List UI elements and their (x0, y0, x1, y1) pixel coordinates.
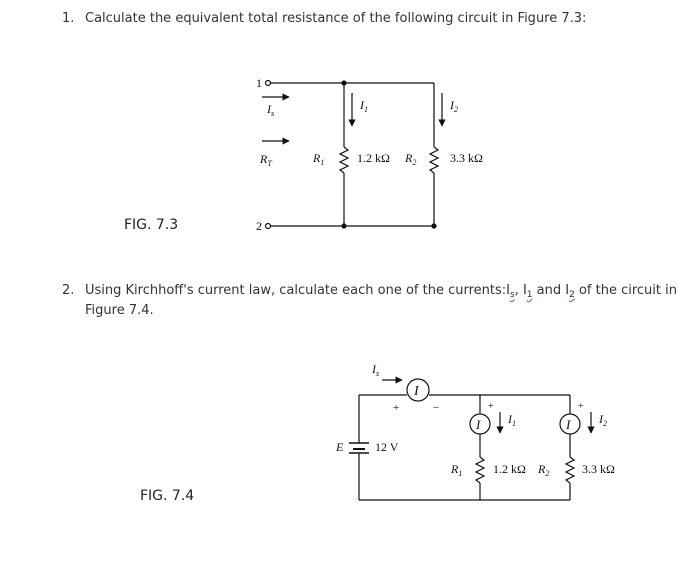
i1-label-2: $I_1$ (508, 412, 516, 428)
terminal-2-label: 2 (256, 219, 262, 233)
terminal-2-node (266, 224, 271, 229)
e-label: E (336, 440, 344, 454)
resistor-r2-zigzag (430, 147, 438, 173)
terminal-1-node (266, 81, 271, 86)
ammeter-i2-letter: I (566, 417, 571, 432)
i1-label: $I_1$ (360, 98, 368, 114)
i2-label: $I_2$ (450, 98, 458, 114)
ammeter-is-plus: + (393, 402, 400, 414)
resistor-r1-zigzag (340, 147, 348, 173)
r2-value-2: 3.3 kΩ (582, 462, 615, 476)
rt-label: $R_T$ (260, 152, 272, 168)
figure-7-4-label: FIG. 7.4 (140, 488, 195, 504)
question-1-text: Calculate the equivalent total resistance of the following circuit in Figure 7.3: (85, 11, 587, 26)
is-label: $I_s$ (267, 102, 275, 118)
resistor-r1-zigzag-2 (476, 457, 484, 483)
ammeter-is-letter: I (414, 384, 419, 399)
circuit-7-3 (262, 81, 442, 229)
r1-label: $R_1$ (313, 151, 325, 167)
ammeter-i1-letter: I (476, 417, 481, 432)
r1-value-2: 1.2 kΩ (493, 462, 526, 476)
ammeter-i2-plus: + (578, 401, 584, 412)
resistor-r2-zigzag-2 (566, 457, 574, 483)
terminal-1-label: 1 (256, 76, 262, 90)
r2-value: 3.3 kΩ (450, 151, 483, 165)
ammeter-is-minus: − (433, 402, 440, 414)
r1-label-2: $R_1$ (451, 462, 463, 478)
question-2-number: 2. (62, 283, 75, 298)
ammeter-i1-plus: + (488, 401, 494, 412)
question-2-text: Using Kirchhoff's current law, calculate each one of the $currents:I_s$, $I_1$ and $I_2$ of the circuit in (85, 283, 677, 300)
r2-label: $R_2$ (405, 151, 417, 167)
r2-label-2: $R_2$ (538, 462, 550, 478)
is-label-2: $I_s$ (372, 362, 380, 378)
circuit-7-3-labels (256, 76, 483, 233)
r1-value: 1.2 kΩ (357, 151, 390, 165)
question-2-line-2: Figure 7.4. (85, 303, 154, 318)
e-value: 12 V (375, 440, 399, 454)
question-1-number: 1. (62, 11, 75, 26)
i2-label-2: $I_2$ (599, 412, 607, 428)
figure-7-3-label: FIG. 7.3 (124, 217, 179, 233)
